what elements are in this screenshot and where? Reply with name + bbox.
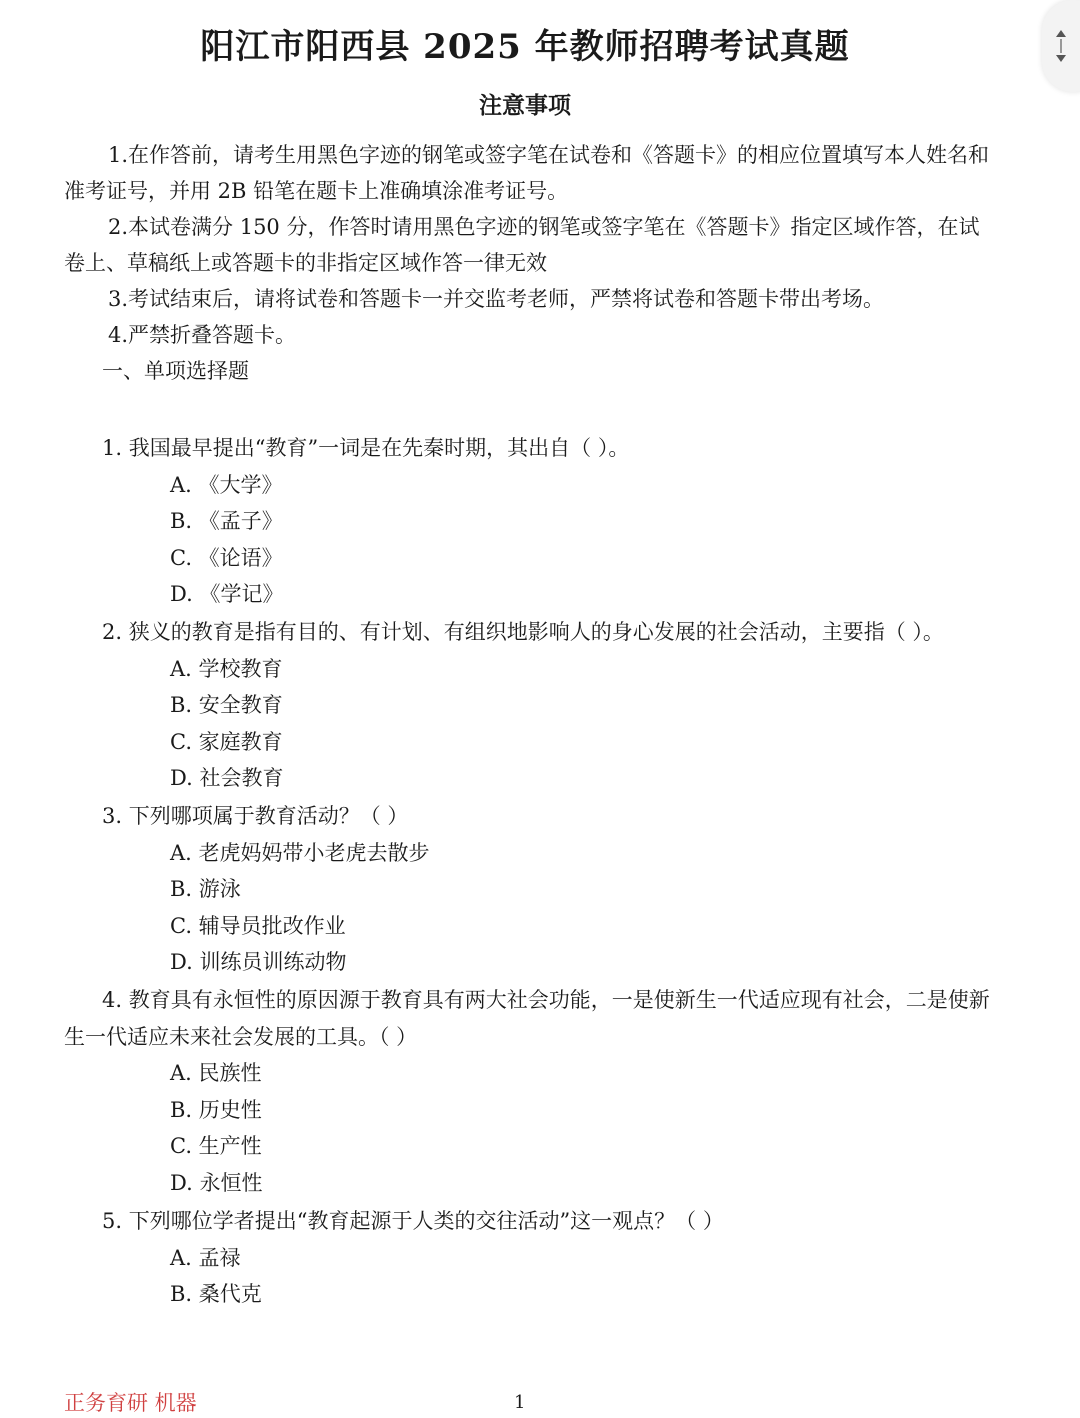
notice-title: 注意事项 <box>479 92 571 119</box>
section-heading: 一、单项选择题 <box>102 359 249 383</box>
option-a: A. 老虎妈妈带小老虎去散步 <box>170 840 430 865</box>
option-c: C. 家庭教育 <box>170 729 283 754</box>
notice-item-2: 2.本试卷满分 150 分，作答时请用黑色字迹的钢笔或签字笔在《答题卡》指定区域作答，在试卷上、草稿纸上或答题卡的非指定区域作答一律无效 <box>64 215 980 275</box>
notice-block <box>64 137 994 389</box>
page-number: 1 <box>514 1392 526 1413</box>
option-d: D. 训练员训练动物 <box>170 950 347 975</box>
notice-item-1: 1.在作答前，请考生用黑色字迹的钢笔或签字笔在试卷和《答题卡》的相应位置填写本人姓名和准考证号，并用 2B 铅笔在题卡上准确填涂准考证号。 <box>64 143 990 203</box>
option-a: A. 孟禄 <box>170 1245 241 1270</box>
option-c: C. 生产性 <box>170 1134 262 1159</box>
option-d: D. 社会教育 <box>170 766 284 791</box>
question-5 <box>64 1203 994 1313</box>
question-stem: 1. 我国最早提出“教育”一词是在先秦时期，其出自（ ）。 <box>102 436 630 460</box>
option-c: C. 辅导员批改作业 <box>170 913 346 938</box>
question-stem: 4. 教育具有永恒性的原因源于教育具有两大社会功能，一是使新生一代适应现有社会，二是使新生一代适应未来社会发展的工具。（ ） <box>64 988 990 1049</box>
option-d: D. 永恒性 <box>170 1170 263 1195</box>
question-stem: 5. 下列哪位学者提出“教育起源于人类的交往活动”这一观点？（ ） <box>102 1209 724 1233</box>
option-b: B. 桑代克 <box>170 1282 262 1307</box>
option-b: B. 游泳 <box>170 877 241 902</box>
footer-watermark: 正务育研 机器 <box>64 1391 197 1415</box>
notice-item-4: 4.严禁折叠答题卡。 <box>108 323 297 347</box>
notice-item-3: 3.考试结束后，请将试卷和答题卡一并交监考老师，严禁将试卷和答题卡带出考场。 <box>108 287 885 311</box>
option-c: C. 《论语》 <box>170 545 283 570</box>
option-d: D. 《学记》 <box>170 582 284 607</box>
option-a: A. 《大学》 <box>170 472 283 497</box>
scroll-handle[interactable] <box>1042 0 1080 92</box>
option-a: A. 民族性 <box>170 1061 262 1086</box>
question-stem: 2. 狭义的教育是指有目的、有计划、有组织地影响人的身心发展的社会活动，主要指（ ）。 <box>102 620 944 644</box>
question-stem: 3. 下列哪项属于教育活动？（ ） <box>102 804 409 828</box>
question-3 <box>64 798 994 981</box>
scroll-arrows-icon <box>1054 28 1068 64</box>
page-title: 阳江市阳西县 2025 年教师招聘考试真题 <box>200 27 850 67</box>
option-b: B. 历史性 <box>170 1097 262 1122</box>
question-1 <box>64 430 994 613</box>
option-a: A. 学校教育 <box>170 656 283 681</box>
option-b: B. 《孟子》 <box>170 509 283 534</box>
question-4 <box>64 982 994 1202</box>
option-b: B. 安全教育 <box>170 693 283 718</box>
question-2 <box>64 614 994 797</box>
